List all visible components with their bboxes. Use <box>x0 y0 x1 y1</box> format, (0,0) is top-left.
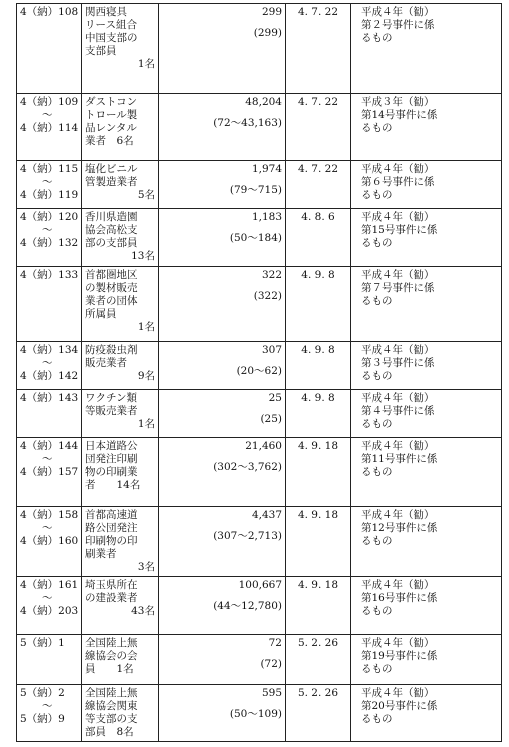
date-cell <box>286 390 351 438</box>
respondent-cell <box>82 342 159 390</box>
respondent-count: 9名 <box>137 370 155 382</box>
respondent-name: 団発注印刷 <box>85 453 138 465</box>
respondent-name: の建設業者 <box>85 592 138 604</box>
date-cell <box>286 342 351 390</box>
amount-cell <box>159 685 286 742</box>
table-row <box>17 438 502 507</box>
remarks-text: るもの <box>361 189 393 201</box>
case-number: 5（納）1 <box>20 637 65 649</box>
date-cell <box>286 161 351 209</box>
remarks-text: 平成４年（勧） <box>361 637 435 649</box>
respondent-name: 首都高速道 <box>85 509 138 521</box>
remarks-text: るもの <box>361 535 393 547</box>
respondent-name: 首都圏地区 <box>85 269 138 281</box>
remarks-text: るもの <box>361 663 393 675</box>
case-number: 〜 <box>42 176 53 188</box>
respondent-name: 中国支部の <box>85 32 138 44</box>
remarks-text: 第４号事件に係 <box>361 405 435 417</box>
remarks-text: 平成３年（勧） <box>361 96 435 108</box>
case-number: 〜 <box>42 109 53 121</box>
amount-range: (50〜109) <box>229 708 282 720</box>
case-number: 〜 <box>42 522 53 534</box>
respondent-cell <box>82 161 159 209</box>
table-row <box>17 577 502 635</box>
case-number: 4（納）160 <box>20 535 79 547</box>
respondent-name: 線協会の会 <box>85 650 138 662</box>
remarks-text: 第３号事件に係 <box>361 357 435 369</box>
remarks-text: るもの <box>361 605 393 617</box>
case-number: 4（納）132 <box>20 237 79 249</box>
respondent-name: 部の支部員 <box>85 237 138 249</box>
respondent-cell <box>82 507 159 577</box>
respondent-cell <box>82 685 159 742</box>
respondent-count: 5名 <box>137 189 155 201</box>
case-number: 〜 <box>42 224 53 236</box>
respondent-name: 管製造業者 <box>85 176 138 188</box>
order-date: 4. 9. 18 <box>297 509 339 521</box>
respondent-name: 線協会関東 <box>85 700 138 712</box>
respondent-name: 員 1名 <box>85 663 134 675</box>
respondent-count: 13名 <box>131 250 155 262</box>
respondent-name: 塩化ビニル <box>85 163 138 175</box>
case-number: 4（納）203 <box>20 605 79 617</box>
remarks-text: るもの <box>361 713 393 725</box>
remarks-text: 第14号事件に係 <box>361 109 438 121</box>
amount-range: (302〜3,762) <box>213 461 282 473</box>
remarks-cell <box>351 161 502 209</box>
amount-total: 1,974 <box>251 163 282 175</box>
amount-total: 25 <box>268 392 282 404</box>
cases-table <box>16 3 502 742</box>
respondent-name: 部員 8名 <box>85 726 134 738</box>
remarks-text: 第19号事件に係 <box>361 650 438 662</box>
case-number: 4（納）143 <box>20 392 79 404</box>
remarks-text: 第11号事件に係 <box>361 453 438 465</box>
respondent-cell <box>82 267 159 342</box>
respondent-name: 物の印刷業 <box>85 466 138 478</box>
respondent-name: ワクチン類 <box>85 392 137 404</box>
date-cell <box>286 267 351 342</box>
table-row <box>17 635 502 685</box>
amount-cell <box>159 267 286 342</box>
table-row <box>17 685 502 742</box>
respondent-name: 協会高松支 <box>85 224 138 236</box>
case-number: 4（納）133 <box>20 269 79 281</box>
respondent-name: 関西寝具 <box>85 6 127 18</box>
remarks-text: 平成４年（勧） <box>361 163 435 175</box>
case-number: 4（納）108 <box>20 6 79 18</box>
date-cell <box>286 577 351 635</box>
date-cell <box>286 209 351 267</box>
case-number: 4（納）158 <box>20 509 79 521</box>
respondent-name: 品レンタル <box>85 122 137 134</box>
remarks-cell <box>351 267 502 342</box>
respondent-name: 全国陸上無 <box>85 687 138 699</box>
order-date: 4. 9. 8 <box>301 392 335 404</box>
date-cell <box>286 4 351 94</box>
date-cell <box>286 438 351 507</box>
respondent-name: 印刷物の印 <box>85 535 138 547</box>
respondent-name: 業者 6名 <box>85 135 134 147</box>
table-row <box>17 94 502 161</box>
case-number: 〜 <box>42 592 53 604</box>
remarks-text: るもの <box>361 32 393 44</box>
amount-cell <box>159 390 286 438</box>
remarks-cell <box>351 577 502 635</box>
amount-range: (72〜43,163) <box>213 117 282 129</box>
case-number: 4（納）109 <box>20 96 79 108</box>
amount-total: 1,183 <box>251 211 282 223</box>
date-cell <box>286 94 351 161</box>
remarks-text: るもの <box>361 295 393 307</box>
respondent-name: 刷業者 <box>85 548 117 560</box>
remarks-text: 第16号事件に係 <box>361 592 438 604</box>
amount-range: (307〜2,713) <box>213 530 282 542</box>
table-row <box>17 161 502 209</box>
respondent-name: 全国陸上無 <box>85 637 138 649</box>
respondent-name: 埼玉県所在 <box>85 579 138 591</box>
remarks-cell <box>351 685 502 742</box>
respondent-cell <box>82 438 159 507</box>
case-number: 4（納）115 <box>20 163 79 175</box>
amount-cell <box>159 209 286 267</box>
case-number-cell <box>17 342 82 390</box>
date-cell <box>286 685 351 742</box>
amount-range: (72) <box>260 658 282 670</box>
amount-cell <box>159 4 286 94</box>
order-date: 4. 8. 6 <box>301 211 335 223</box>
respondent-cell <box>82 94 159 161</box>
amount-cell <box>159 438 286 507</box>
case-number: 4（納）144 <box>20 440 79 452</box>
remarks-cell <box>351 4 502 94</box>
amount-total: 322 <box>261 269 282 281</box>
case-number-cell <box>17 438 82 507</box>
amount-total: 21,460 <box>245 440 282 452</box>
respondent-name: 防疫殺虫剤 <box>85 344 138 356</box>
table-row <box>17 390 502 438</box>
case-number: 4（納）119 <box>20 189 79 201</box>
remarks-text: 第６号事件に係 <box>361 176 435 188</box>
case-number-cell <box>17 4 82 94</box>
remarks-text: 平成４年（勧） <box>361 440 435 452</box>
respondent-name: の製材販売 <box>85 282 138 294</box>
respondent-cell <box>82 209 159 267</box>
remarks-text: るもの <box>361 237 393 249</box>
respondent-name: 者 14名 <box>85 479 141 491</box>
amount-range: (79〜715) <box>229 184 282 196</box>
amount-range: (50〜184) <box>229 232 282 244</box>
remarks-text: 平成４年（勧） <box>361 392 435 404</box>
respondent-count: 1名 <box>137 418 155 430</box>
respondent-cell <box>82 577 159 635</box>
remarks-text: るもの <box>361 370 393 382</box>
remarks-cell <box>351 390 502 438</box>
amount-total: 595 <box>261 687 282 699</box>
amount-range: (25) <box>260 413 282 425</box>
amount-total: 4,437 <box>251 509 282 521</box>
respondent-cell <box>82 4 159 94</box>
respondent-name: トロール製 <box>85 109 138 121</box>
remarks-text: るもの <box>361 418 393 430</box>
table-row <box>17 4 502 94</box>
case-number-cell <box>17 209 82 267</box>
order-date: 5. 2. 26 <box>297 687 339 699</box>
amount-total: 307 <box>261 344 282 356</box>
table-row <box>17 342 502 390</box>
respondent-count: 1名 <box>137 58 155 70</box>
order-date: 4. 7. 22 <box>297 163 339 175</box>
amount-cell <box>159 635 286 685</box>
cases-table-body <box>17 4 502 742</box>
order-date: 5. 2. 26 <box>297 637 339 649</box>
amount-range: (20〜62) <box>236 365 282 377</box>
case-number-cell <box>17 635 82 685</box>
order-date: 4. 9. 8 <box>301 344 335 356</box>
remarks-text: 平成４年（勧） <box>361 579 435 591</box>
amount-range: (299) <box>253 27 282 39</box>
table-row <box>17 507 502 577</box>
amount-cell <box>159 342 286 390</box>
case-number: 5（納）2 <box>20 687 65 699</box>
remarks-text: 第12号事件に係 <box>361 522 438 534</box>
remarks-text: 平成４年（勧） <box>361 344 435 356</box>
case-number-cell <box>17 390 82 438</box>
respondent-name: ダストコン <box>85 96 138 108</box>
case-number-cell <box>17 577 82 635</box>
remarks-text: 平成４年（勧） <box>361 687 435 699</box>
remarks-text: 第15号事件に係 <box>361 224 438 236</box>
remarks-text: 平成４年（勧） <box>361 6 435 18</box>
case-number-cell <box>17 161 82 209</box>
respondent-cell <box>82 390 159 438</box>
case-number: 4（納）114 <box>20 122 79 134</box>
respondent-name: 所属員 <box>85 308 117 320</box>
respondent-count: 43名 <box>131 605 155 617</box>
respondent-count: 3名 <box>137 561 155 573</box>
case-number-cell <box>17 507 82 577</box>
remarks-text: 第20号事件に係 <box>361 700 438 712</box>
amount-range: (322) <box>253 290 282 302</box>
remarks-text: 平成４年（勧） <box>361 269 435 281</box>
case-number: 4（納）142 <box>20 370 79 382</box>
respondent-name: 等支部の支 <box>85 713 138 725</box>
case-number: 〜 <box>42 700 53 712</box>
date-cell <box>286 507 351 577</box>
respondent-name: 業者の団体 <box>85 295 138 307</box>
respondent-name: 香川県造園 <box>85 211 138 223</box>
order-date: 4. 9. 18 <box>297 579 339 591</box>
respondent-name: 支部員 <box>85 45 117 57</box>
amount-cell <box>159 577 286 635</box>
table-row <box>17 267 502 342</box>
respondent-cell <box>82 635 159 685</box>
respondent-name: 日本道路公 <box>85 440 138 452</box>
order-date: 4. 9. 8 <box>301 269 335 281</box>
remarks-cell <box>351 209 502 267</box>
remarks-text: るもの <box>361 466 393 478</box>
amount-total: 299 <box>261 6 282 18</box>
remarks-text: るもの <box>361 122 393 134</box>
remarks-cell <box>351 342 502 390</box>
case-number: 5（納）9 <box>20 713 65 725</box>
remarks-text: 平成４年（勧） <box>361 211 435 223</box>
case-number: 4（納）157 <box>20 466 79 478</box>
date-cell <box>286 635 351 685</box>
table-row <box>17 209 502 267</box>
respondent-name: 販売業者 <box>85 357 127 369</box>
case-number-cell <box>17 685 82 742</box>
case-number: 4（納）161 <box>20 579 79 591</box>
amount-cell <box>159 94 286 161</box>
order-date: 4. 7. 22 <box>297 6 339 18</box>
remarks-cell <box>351 94 502 161</box>
respondent-count: 1名 <box>137 321 155 333</box>
remarks-cell <box>351 438 502 507</box>
order-date: 4. 7. 22 <box>297 96 339 108</box>
remarks-text: 第２号事件に係 <box>361 19 435 31</box>
amount-cell <box>159 161 286 209</box>
amount-total: 72 <box>268 637 282 649</box>
remarks-text: 第７号事件に係 <box>361 282 435 294</box>
order-date: 4. 9. 18 <box>297 440 339 452</box>
amount-cell <box>159 507 286 577</box>
case-number-cell <box>17 94 82 161</box>
amount-range: (44〜12,780) <box>213 600 282 612</box>
case-number: 4（納）134 <box>20 344 79 356</box>
remarks-text: 平成４年（勧） <box>361 509 435 521</box>
amount-total: 100,667 <box>238 579 282 591</box>
case-number: 〜 <box>42 453 53 465</box>
respondent-name: 等販売業者 <box>85 405 138 417</box>
case-number-cell <box>17 267 82 342</box>
respondent-name: 路公団発注 <box>85 522 138 534</box>
case-number: 〜 <box>42 357 53 369</box>
remarks-cell <box>351 635 502 685</box>
case-number: 4（納）120 <box>20 211 79 223</box>
remarks-cell <box>351 507 502 577</box>
respondent-name: リース組合 <box>85 19 137 31</box>
amount-total: 48,204 <box>245 96 282 108</box>
